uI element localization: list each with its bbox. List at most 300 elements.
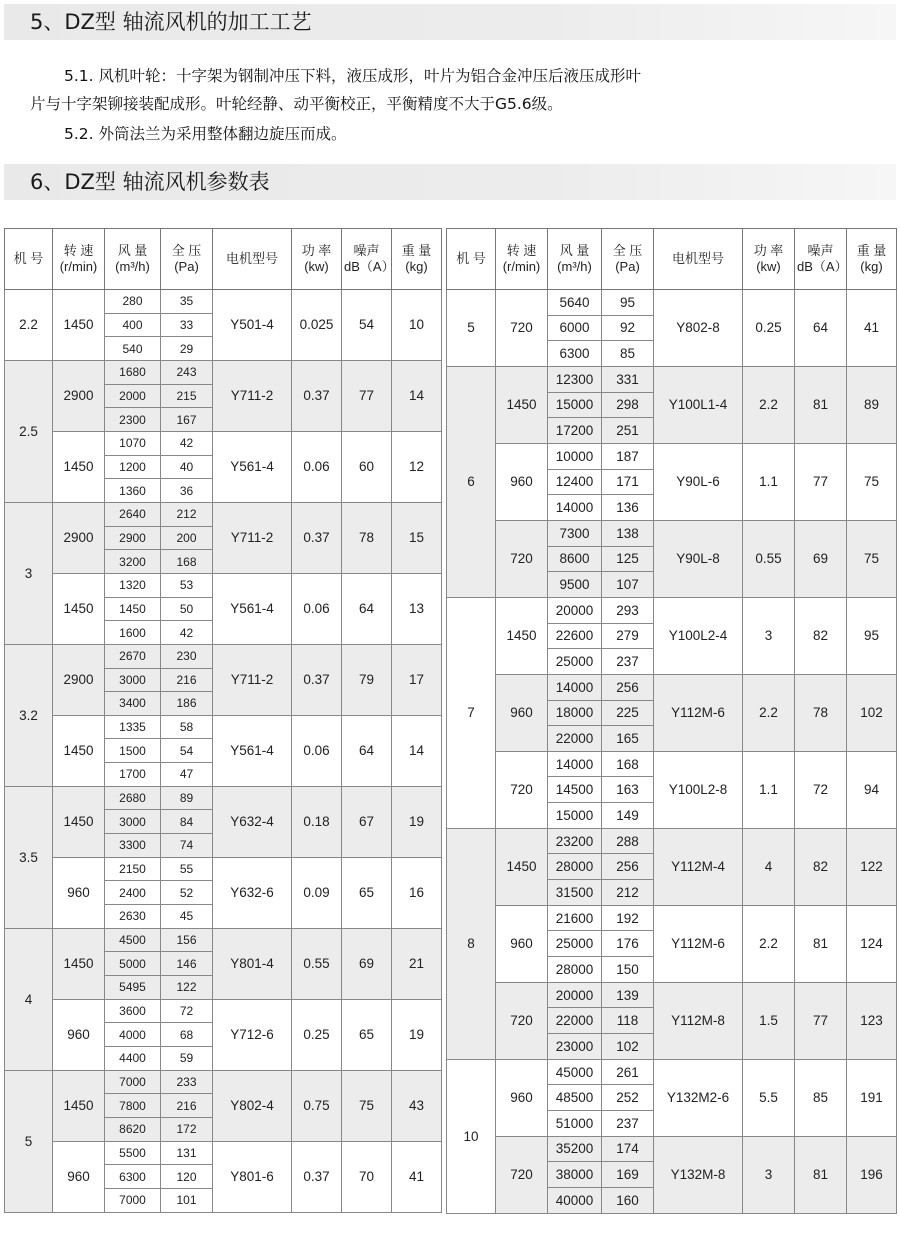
cell-flow: 20000 — [548, 982, 602, 1008]
table-row — [5, 1141, 442, 1165]
cell-motor: Y132M-8 — [654, 1136, 743, 1213]
cell-pressure: 149 — [602, 803, 654, 829]
cell-speed: 960 — [496, 674, 548, 751]
cell-power: 2.2 — [743, 674, 795, 751]
cell-pressure: 171 — [602, 469, 654, 495]
cell-flow: 8600 — [548, 546, 602, 572]
cell-weight: 196 — [847, 1136, 897, 1213]
cell-weight: 14 — [392, 715, 442, 786]
cell-power: 3 — [743, 597, 795, 674]
cell-weight: 95 — [847, 597, 897, 674]
cell-weight: 41 — [392, 1141, 442, 1212]
cell-speed: 720 — [496, 1136, 548, 1213]
cell-motor: Y112M-8 — [654, 982, 743, 1059]
cell-flow: 2400 — [105, 881, 161, 905]
cell-power: 0.09 — [292, 857, 342, 928]
cell-pressure: 45 — [161, 905, 213, 929]
cell-pressure: 176 — [602, 931, 654, 957]
cell-noise: 78 — [795, 674, 847, 751]
cell-power: 0.25 — [292, 999, 342, 1070]
parameter-table-left — [4, 228, 442, 1213]
cell-motor: Y711-2 — [213, 502, 292, 573]
cell-pressure: 169 — [602, 1162, 654, 1188]
table-row — [447, 674, 897, 700]
cell-speed: 1450 — [53, 573, 105, 644]
cell-flow: 12400 — [548, 469, 602, 495]
cell-pressure: 261 — [602, 1059, 654, 1085]
header-speed: 转 速 (r/min) — [53, 229, 105, 290]
table-row — [447, 828, 897, 854]
cell-speed: 2900 — [53, 644, 105, 715]
cell-speed: 720 — [496, 982, 548, 1059]
cell-model: 5 — [5, 1070, 53, 1212]
cell-pressure: 35 — [161, 290, 213, 314]
cell-motor: Y112M-6 — [654, 674, 743, 751]
cell-speed: 720 — [496, 520, 548, 597]
cell-noise: 64 — [795, 290, 847, 367]
cell-flow: 540 — [105, 337, 161, 361]
cell-speed: 1450 — [53, 1070, 105, 1141]
table-row — [5, 786, 442, 810]
cell-pressure: 95 — [602, 290, 654, 316]
table-header-row — [5, 229, 442, 290]
table-header-row — [447, 229, 897, 290]
cell-motor: Y711-2 — [213, 644, 292, 715]
cell-pressure: 136 — [602, 495, 654, 521]
cell-flow: 2150 — [105, 857, 161, 881]
cell-noise: 79 — [342, 644, 392, 715]
cell-flow: 1450 — [105, 597, 161, 621]
cell-pressure: 288 — [602, 828, 654, 854]
table-row — [5, 644, 442, 668]
cell-flow: 38000 — [548, 1162, 602, 1188]
cell-motor: Y801-4 — [213, 928, 292, 999]
cell-pressure: 216 — [161, 668, 213, 692]
cell-pressure: 33 — [161, 313, 213, 337]
cell-flow: 2680 — [105, 786, 161, 810]
cell-pressure: 212 — [161, 502, 213, 526]
table-row — [5, 928, 442, 952]
cell-noise: 67 — [342, 786, 392, 857]
cell-power: 3 — [743, 1136, 795, 1213]
cell-flow: 1700 — [105, 763, 161, 787]
cell-pressure: 256 — [602, 854, 654, 880]
cell-motor: Y632-4 — [213, 786, 292, 857]
cell-flow: 28000 — [548, 957, 602, 983]
cell-motor: Y100L2-8 — [654, 751, 743, 828]
cell-model: 6 — [447, 366, 496, 597]
cell-model: 7 — [447, 597, 496, 828]
cell-weight: 102 — [847, 674, 897, 751]
cell-motor: Y561-4 — [213, 573, 292, 644]
cell-weight: 43 — [392, 1070, 442, 1141]
cell-weight: 16 — [392, 857, 442, 928]
cell-motor: Y802-8 — [654, 290, 743, 367]
cell-pressure: 168 — [602, 751, 654, 777]
cell-flow: 31500 — [548, 880, 602, 906]
cell-pressure: 74 — [161, 834, 213, 858]
cell-flow: 28000 — [548, 854, 602, 880]
cell-flow: 6300 — [105, 1165, 161, 1189]
cell-weight: 17 — [392, 644, 442, 715]
cell-weight: 15 — [392, 502, 442, 573]
cell-motor: Y632-6 — [213, 857, 292, 928]
cell-speed: 1450 — [496, 828, 548, 905]
cell-power: 0.06 — [292, 715, 342, 786]
cell-pressure: 200 — [161, 526, 213, 550]
cell-flow: 7800 — [105, 1094, 161, 1118]
cell-flow: 3300 — [105, 834, 161, 858]
cell-power: 0.37 — [292, 1141, 342, 1212]
cell-flow: 21600 — [548, 905, 602, 931]
table-row — [447, 366, 897, 392]
cell-pressure: 192 — [602, 905, 654, 931]
section-5-title: 5、DZ型 轴流风机的加工工艺 — [4, 4, 896, 40]
cell-flow: 280 — [105, 290, 161, 314]
cell-power: 1.5 — [743, 982, 795, 1059]
cell-pressure: 168 — [161, 550, 213, 574]
cell-weight: 94 — [847, 751, 897, 828]
cell-power: 0.37 — [292, 502, 342, 573]
cell-pressure: 131 — [161, 1141, 213, 1165]
cell-flow: 23200 — [548, 828, 602, 854]
table-row — [447, 290, 897, 316]
cell-pressure: 72 — [161, 999, 213, 1023]
cell-flow: 22000 — [548, 1008, 602, 1034]
header-weight: 重 量 (kg) — [847, 229, 897, 290]
cell-pressure: 55 — [161, 857, 213, 881]
cell-model: 3.5 — [5, 786, 53, 928]
cell-flow: 51000 — [548, 1111, 602, 1137]
cell-noise: 65 — [342, 857, 392, 928]
cell-speed: 960 — [53, 857, 105, 928]
cell-pressure: 293 — [602, 597, 654, 623]
parameter-table-right — [446, 228, 897, 1214]
cell-pressure: 29 — [161, 337, 213, 361]
table-row — [5, 857, 442, 881]
cell-flow: 5000 — [105, 952, 161, 976]
cell-power: 2.2 — [743, 905, 795, 982]
cell-flow: 4400 — [105, 1047, 161, 1071]
cell-weight: 12 — [392, 431, 442, 502]
cell-flow: 2300 — [105, 408, 161, 432]
cell-flow: 1070 — [105, 431, 161, 455]
cell-power: 0.55 — [743, 520, 795, 597]
cell-pressure: 107 — [602, 572, 654, 598]
cell-pressure: 186 — [161, 692, 213, 716]
cell-power: 0.75 — [292, 1070, 342, 1141]
cell-noise: 72 — [795, 751, 847, 828]
cell-weight: 41 — [847, 290, 897, 367]
cell-pressure: 331 — [602, 366, 654, 392]
cell-flow: 400 — [105, 313, 161, 337]
section-6-title: 6、DZ型 轴流风机参数表 — [4, 164, 896, 200]
cell-weight: 75 — [847, 520, 897, 597]
cell-weight: 124 — [847, 905, 897, 982]
cell-power: 0.025 — [292, 290, 342, 361]
cell-pressure: 251 — [602, 418, 654, 444]
cell-motor: Y112M-4 — [654, 828, 743, 905]
cell-weight: 122 — [847, 828, 897, 905]
cell-flow: 1200 — [105, 455, 161, 479]
cell-flow: 1500 — [105, 739, 161, 763]
header-pressure: 全 压 (Pa) — [602, 229, 654, 290]
cell-flow: 1360 — [105, 479, 161, 503]
cell-flow: 3000 — [105, 810, 161, 834]
cell-flow: 2630 — [105, 905, 161, 929]
paragraph-5-1-line-2: 片与十字架铆接装配成形。叶轮经静、动平衡校正，平衡精度不大于G5.6级。 — [30, 95, 563, 113]
cell-pressure: 125 — [602, 546, 654, 572]
cell-motor: Y561-4 — [213, 715, 292, 786]
cell-flow: 1335 — [105, 715, 161, 739]
cell-speed: 960 — [496, 1059, 548, 1136]
cell-noise: 64 — [342, 573, 392, 644]
table-row — [447, 982, 897, 1008]
cell-pressure: 146 — [161, 952, 213, 976]
cell-pressure: 102 — [602, 1034, 654, 1060]
cell-noise: 69 — [795, 520, 847, 597]
header-motor: 电机型号 — [654, 229, 743, 290]
cell-flow: 3400 — [105, 692, 161, 716]
cell-power: 0.06 — [292, 431, 342, 502]
table-row — [447, 1059, 897, 1085]
cell-pressure: 101 — [161, 1188, 213, 1212]
header-model: 机 号 — [447, 229, 496, 290]
cell-pressure: 279 — [602, 623, 654, 649]
cell-noise: 77 — [795, 443, 847, 520]
cell-pressure: 84 — [161, 810, 213, 834]
cell-pressure: 215 — [161, 384, 213, 408]
cell-pressure: 89 — [161, 786, 213, 810]
cell-motor: Y100L1-4 — [654, 366, 743, 443]
cell-noise: 85 — [795, 1059, 847, 1136]
table-row — [5, 360, 442, 384]
cell-noise: 65 — [342, 999, 392, 1070]
cell-flow: 12300 — [548, 366, 602, 392]
header-pressure: 全 压 (Pa) — [161, 229, 213, 290]
cell-pressure: 252 — [602, 1085, 654, 1111]
cell-model: 3.2 — [5, 644, 53, 786]
cell-pressure: 237 — [602, 649, 654, 675]
header-model: 机 号 — [5, 229, 53, 290]
cell-motor: Y501-4 — [213, 290, 292, 361]
cell-flow: 7300 — [548, 520, 602, 546]
cell-noise: 82 — [795, 597, 847, 674]
cell-speed: 720 — [496, 290, 548, 367]
cell-motor: Y801-6 — [213, 1141, 292, 1212]
cell-pressure: 138 — [602, 520, 654, 546]
cell-noise: 81 — [795, 1136, 847, 1213]
cell-pressure: 50 — [161, 597, 213, 621]
table-row — [447, 905, 897, 931]
cell-noise: 64 — [342, 715, 392, 786]
cell-flow: 6300 — [548, 341, 602, 367]
cell-pressure: 230 — [161, 644, 213, 668]
cell-flow: 45000 — [548, 1059, 602, 1085]
cell-pressure: 42 — [161, 621, 213, 645]
cell-flow: 18000 — [548, 700, 602, 726]
cell-weight: 89 — [847, 366, 897, 443]
cell-power: 5.5 — [743, 1059, 795, 1136]
cell-model: 10 — [447, 1059, 496, 1213]
cell-noise: 82 — [795, 828, 847, 905]
cell-model: 5 — [447, 290, 496, 367]
table-row — [5, 573, 442, 597]
cell-speed: 960 — [496, 905, 548, 982]
cell-flow: 5500 — [105, 1141, 161, 1165]
cell-weight: 19 — [392, 999, 442, 1070]
cell-motor: Y802-4 — [213, 1070, 292, 1141]
cell-flow: 15000 — [548, 803, 602, 829]
cell-motor: Y112M-6 — [654, 905, 743, 982]
cell-power: 1.1 — [743, 751, 795, 828]
cell-flow: 10000 — [548, 443, 602, 469]
cell-pressure: 59 — [161, 1047, 213, 1071]
cell-pressure: 187 — [602, 443, 654, 469]
cell-flow: 40000 — [548, 1187, 602, 1213]
table-row — [447, 751, 897, 777]
cell-pressure: 150 — [602, 957, 654, 983]
cell-pressure: 225 — [602, 700, 654, 726]
cell-flow: 2670 — [105, 644, 161, 668]
cell-flow: 7000 — [105, 1188, 161, 1212]
cell-model: 8 — [447, 828, 496, 1059]
cell-pressure: 167 — [161, 408, 213, 432]
cell-pressure: 47 — [161, 763, 213, 787]
table-row — [447, 1136, 897, 1162]
cell-speed: 720 — [496, 751, 548, 828]
cell-noise: 77 — [342, 360, 392, 431]
cell-noise: 81 — [795, 366, 847, 443]
cell-speed: 960 — [53, 1141, 105, 1212]
cell-pressure: 256 — [602, 674, 654, 700]
cell-flow: 3200 — [105, 550, 161, 574]
cell-power: 1.1 — [743, 443, 795, 520]
cell-flow: 25000 — [548, 931, 602, 957]
cell-flow: 1680 — [105, 360, 161, 384]
paragraph-5-1-line-1: 5.1. 风机叶轮：十字架为钢制冲压下料，液压成形，叶片为铝合金冲压后液压成形叶 — [64, 67, 642, 85]
cell-motor: Y561-4 — [213, 431, 292, 502]
cell-noise: 77 — [795, 982, 847, 1059]
cell-flow: 2000 — [105, 384, 161, 408]
header-motor: 电机型号 — [213, 229, 292, 290]
header-flow: 风 量 (m³/h) — [548, 229, 602, 290]
cell-pressure: 53 — [161, 573, 213, 597]
cell-power: 0.25 — [743, 290, 795, 367]
cell-noise: 70 — [342, 1141, 392, 1212]
cell-flow: 25000 — [548, 649, 602, 675]
cell-pressure: 243 — [161, 360, 213, 384]
cell-flow: 4000 — [105, 1023, 161, 1047]
cell-speed: 960 — [496, 443, 548, 520]
cell-pressure: 160 — [602, 1187, 654, 1213]
cell-pressure: 85 — [602, 341, 654, 367]
cell-speed: 1450 — [496, 597, 548, 674]
cell-power: 0.37 — [292, 360, 342, 431]
cell-noise: 54 — [342, 290, 392, 361]
cell-flow: 2900 — [105, 526, 161, 550]
cell-pressure: 68 — [161, 1023, 213, 1047]
cell-flow: 7000 — [105, 1070, 161, 1094]
table-row — [5, 1070, 442, 1094]
table-row — [447, 597, 897, 623]
cell-pressure: 233 — [161, 1070, 213, 1094]
cell-pressure: 216 — [161, 1094, 213, 1118]
cell-speed: 1450 — [53, 290, 105, 361]
cell-pressure: 58 — [161, 715, 213, 739]
cell-weight: 14 — [392, 360, 442, 431]
cell-pressure: 156 — [161, 928, 213, 952]
cell-model: 4 — [5, 928, 53, 1070]
table-row — [447, 520, 897, 546]
cell-flow: 23000 — [548, 1034, 602, 1060]
cell-weight: 123 — [847, 982, 897, 1059]
header-speed: 转 速 (r/min) — [496, 229, 548, 290]
paragraph-5-2: 5.2. 外筒法兰为采用整体翻边旋压而成。 — [64, 125, 347, 143]
cell-speed: 960 — [53, 999, 105, 1070]
cell-pressure: 298 — [602, 392, 654, 418]
table-row — [5, 431, 442, 455]
cell-flow: 8620 — [105, 1117, 161, 1141]
cell-flow: 1320 — [105, 573, 161, 597]
cell-motor: Y711-2 — [213, 360, 292, 431]
cell-flow: 14000 — [548, 495, 602, 521]
cell-noise: 69 — [342, 928, 392, 999]
cell-pressure: 118 — [602, 1008, 654, 1034]
cell-pressure: 165 — [602, 726, 654, 752]
cell-noise: 81 — [795, 905, 847, 982]
header-power: 功 率 (kw) — [292, 229, 342, 290]
cell-weight: 21 — [392, 928, 442, 999]
cell-pressure: 174 — [602, 1136, 654, 1162]
cell-flow: 35200 — [548, 1136, 602, 1162]
cell-flow: 22600 — [548, 623, 602, 649]
cell-pressure: 36 — [161, 479, 213, 503]
cell-power: 0.37 — [292, 644, 342, 715]
cell-flow: 14500 — [548, 777, 602, 803]
cell-weight: 191 — [847, 1059, 897, 1136]
cell-pressure: 92 — [602, 315, 654, 341]
cell-weight: 13 — [392, 573, 442, 644]
cell-weight: 75 — [847, 443, 897, 520]
cell-flow: 2640 — [105, 502, 161, 526]
cell-speed: 2900 — [53, 502, 105, 573]
cell-noise: 60 — [342, 431, 392, 502]
cell-pressure: 212 — [602, 880, 654, 906]
cell-flow: 14000 — [548, 751, 602, 777]
cell-flow: 1600 — [105, 621, 161, 645]
cell-flow: 22000 — [548, 726, 602, 752]
cell-weight: 19 — [392, 786, 442, 857]
cell-motor: Y132M2-6 — [654, 1059, 743, 1136]
cell-noise: 75 — [342, 1070, 392, 1141]
cell-noise: 78 — [342, 502, 392, 573]
cell-speed: 1450 — [53, 928, 105, 999]
cell-pressure: 52 — [161, 881, 213, 905]
cell-pressure: 40 — [161, 455, 213, 479]
cell-pressure: 237 — [602, 1111, 654, 1137]
cell-power: 4 — [743, 828, 795, 905]
cell-speed: 1450 — [53, 786, 105, 857]
cell-power: 2.2 — [743, 366, 795, 443]
cell-power: 0.55 — [292, 928, 342, 999]
cell-model: 2.5 — [5, 360, 53, 502]
cell-flow: 5495 — [105, 976, 161, 1000]
cell-pressure: 139 — [602, 982, 654, 1008]
cell-pressure: 122 — [161, 976, 213, 1000]
cell-motor: Y100L2-4 — [654, 597, 743, 674]
cell-flow: 6000 — [548, 315, 602, 341]
